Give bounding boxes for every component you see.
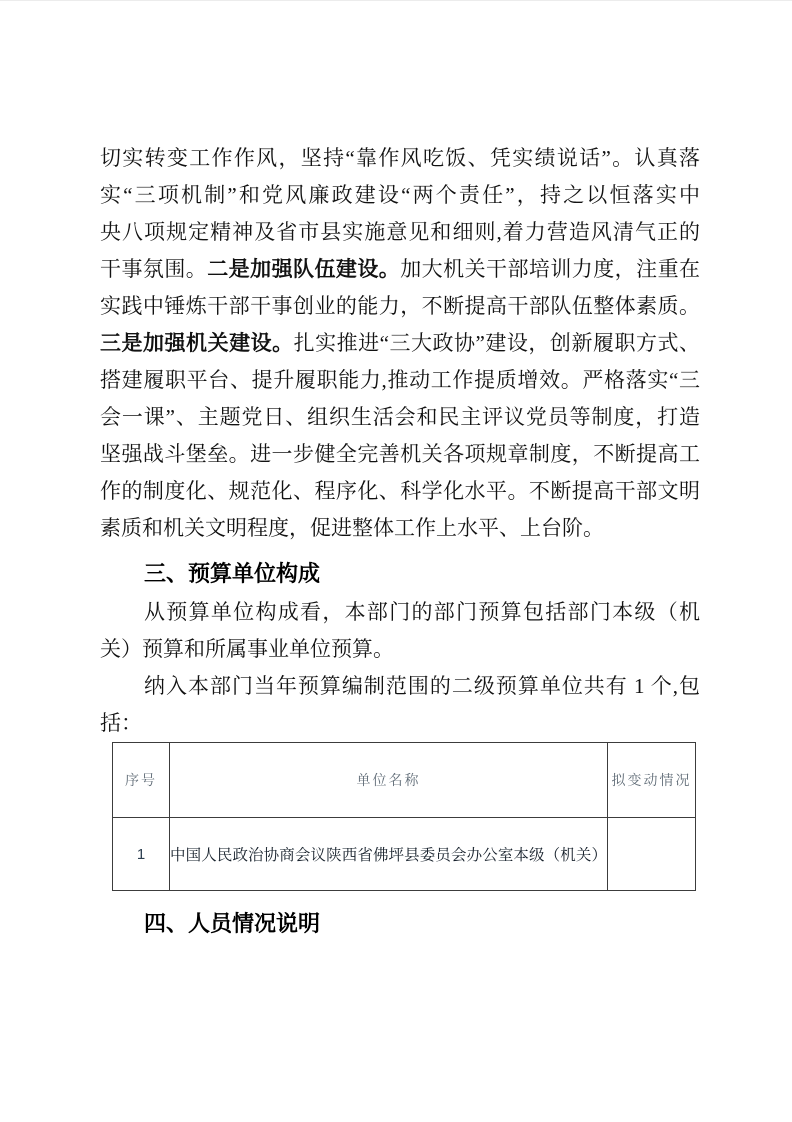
text-line	[100, 325, 700, 362]
text-segment: 加大机关干部培训力度，注重在	[400, 257, 700, 281]
text-line: 作的制度化、规范化、程序化、科学化水平。不断提高干部文明	[100, 479, 700, 503]
paragraph-budget-composition	[100, 594, 700, 668]
text-line: 括：	[100, 711, 142, 735]
text-line: 素质和机关文明程度，促进整体工作上水平、上台阶。	[100, 516, 604, 540]
text-line	[100, 251, 700, 288]
text-segment: 干事氛围。	[100, 257, 208, 281]
text-segment: 扎实推进“三大政协”建设，创新履职方式、	[293, 331, 700, 355]
paragraph-secondary-units	[100, 668, 700, 742]
text-line: 央八项规定精神及省市县实施意见和细则,着力营造风清气正的	[100, 220, 700, 244]
budget-units-table	[112, 742, 696, 891]
col-header-proposed-change: 拟变动情况	[608, 743, 696, 818]
text-line: 实践中锤炼干部干事创业的能力，不断提高干部队伍整体素质。	[100, 294, 700, 318]
text-segment-bold: 二是加强队伍建设。	[207, 257, 401, 281]
table-header-row	[113, 743, 696, 818]
text-line: 纳入本部门当年预算编制范围的二级预算单位共有 1 个,包	[144, 674, 700, 698]
cell-serial-number: 1	[113, 818, 170, 891]
text-segment-bold: 三是加强机关建设。	[100, 331, 294, 355]
col-header-serial: 序号	[113, 743, 170, 818]
text-line: 关）预算和所属事业单位预算。	[100, 637, 394, 661]
paragraph-workstyle	[100, 140, 700, 547]
cell-unit-name: 中国人民政治协商会议陕西省佛坪县委员会办公室本级（机关）	[170, 818, 608, 891]
document-body	[100, 140, 700, 944]
text-line: 切实转变工作作风，坚持“靠作风吃饭、凭实绩说话”。认真落	[100, 146, 700, 170]
text-line: 会一课”、主题党日、组织生活会和民主评议党员等制度，打造	[100, 405, 700, 429]
cell-proposed-change	[608, 818, 696, 891]
text-line: 实“三项机制”和党风廉政建设“两个责任”，持之以恒落实中	[100, 183, 700, 207]
text-line: 搭建履职平台、提升履职能力,推动工作提质增效。严格落实“三	[100, 368, 700, 392]
text-line: 坚强战斗堡垒。进一步健全完善机关各项规章制度，不断提高工	[100, 442, 700, 466]
col-header-unit-name: 单位名称	[170, 743, 608, 818]
table-row	[113, 818, 696, 891]
text-line: 从预算单位构成看，本部门的部门预算包括部门本级（机	[144, 600, 700, 624]
section-heading-budget-units: 三、预算单位构成	[144, 561, 321, 586]
section-heading-personnel: 四、人员情况说明	[144, 911, 321, 936]
